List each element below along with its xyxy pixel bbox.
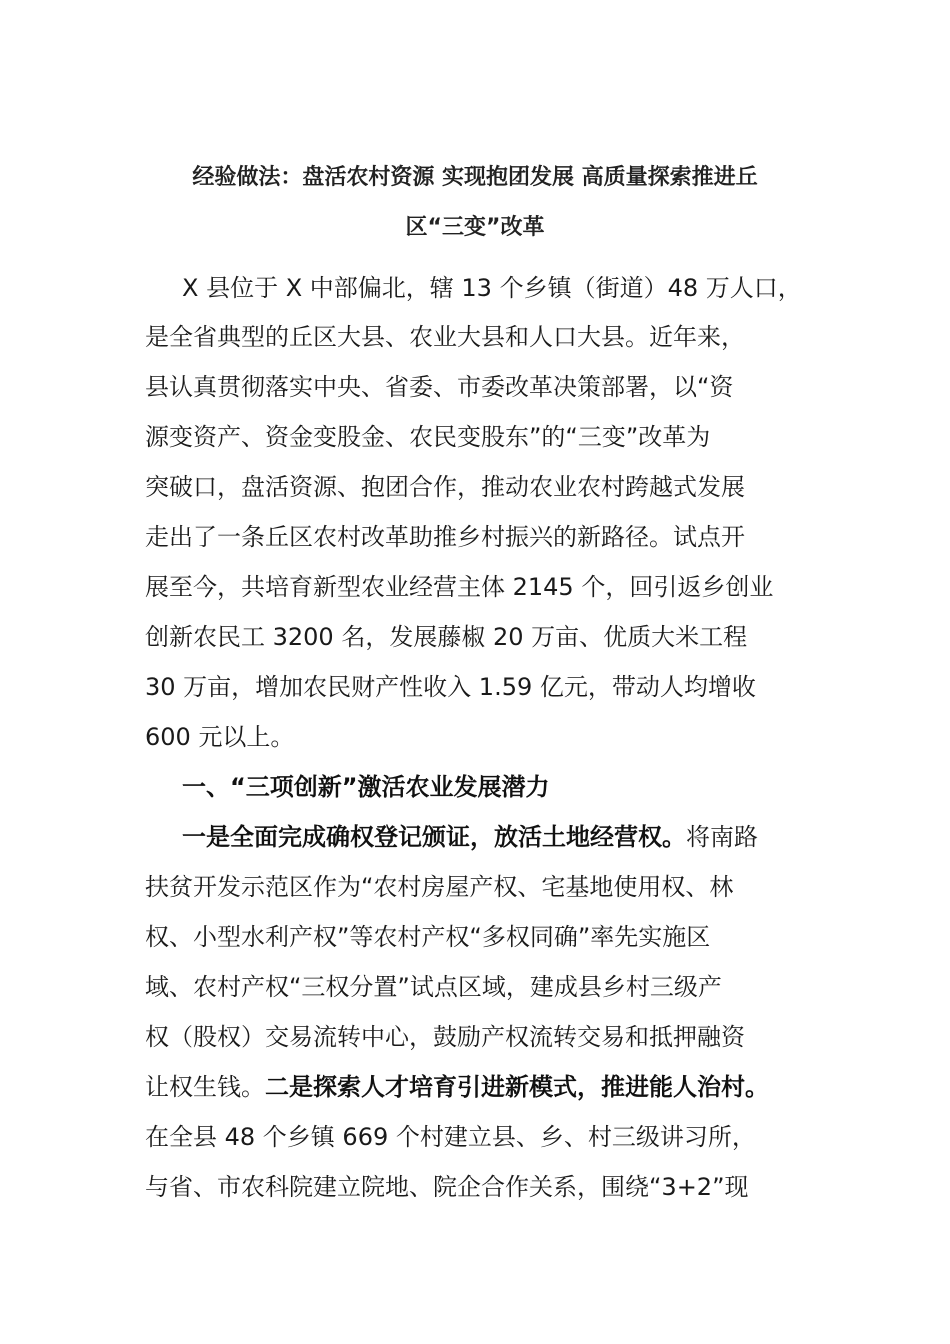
paragraph-text: 将南路	[686, 823, 758, 851]
paragraph-line: 是全省典型的丘区大县、农业大县和人口大县。近年来，	[145, 323, 745, 351]
paragraph-line	[145, 1072, 845, 1102]
bold-lead-sentence: 一是全面完成确权登记颁证，放活土地经营权。	[182, 823, 686, 851]
paragraph-line: 展至今，共培育新型农业经营主体 2145 个，回引返乡创业	[145, 573, 774, 601]
paragraph-line: 源变资产、资金变股金、农民变股东”的“三变”改革为	[145, 423, 711, 451]
paragraph-line: 突破口，盘活资源、抱团合作，推动农业农村跨越式发展	[145, 473, 745, 501]
document-title-line-2: 区“三变”改革	[405, 215, 545, 240]
paragraph-line: 600 元以上。	[145, 723, 295, 751]
paragraph-line: 走出了一条丘区农村改革助推乡村振兴的新路径。试点开	[145, 523, 745, 551]
paragraph-line: 30 万亩，增加农民财产性收入 1.59 亿元，带动人均增收	[145, 673, 756, 701]
bold-lead-sentence: 二是探索人才培育引进新模式，推进能人治村。	[265, 1073, 769, 1101]
paragraph-line: 权、小型水利产权”等农村产权“多权同确”率先实施区	[145, 923, 711, 951]
paragraph-line	[182, 822, 882, 852]
paragraph-line: 县认真贯彻落实中央、省委、市委改革决策部署，以“资	[145, 373, 734, 401]
paragraph-line: 权（股权）交易流转中心，鼓励产权流转交易和抵押融资	[145, 1023, 745, 1051]
paragraph-line: 创新农民工 3200 名，发展藤椒 20 万亩、优质大米工程	[145, 623, 748, 651]
section-heading: 一、“三项创新”激活农业发展潜力	[182, 773, 550, 801]
document-title-line-1: 经验做法：盘活农村资源 实现抱团发展 高质量探索推进丘	[192, 165, 758, 190]
paragraph-line: 域、农村产权“三权分置”试点区域，建成县乡村三级产	[145, 973, 722, 1001]
paragraph-line: X 县位于 X 中部偏北，辖 13 个乡镇（街道）48 万人口，	[182, 274, 802, 302]
paragraph-text: 让权生钱。	[145, 1073, 265, 1101]
paragraph-line: 在全县 48 个乡镇 669 个村建立县、乡、村三级讲习所，	[145, 1123, 756, 1151]
paragraph-line: 与省、市农科院建立院地、院企合作关系，围绕“3+2”现	[145, 1173, 749, 1201]
paragraph-line: 扶贫开发示范区作为“农村房屋产权、宅基地使用权、林	[145, 873, 734, 901]
